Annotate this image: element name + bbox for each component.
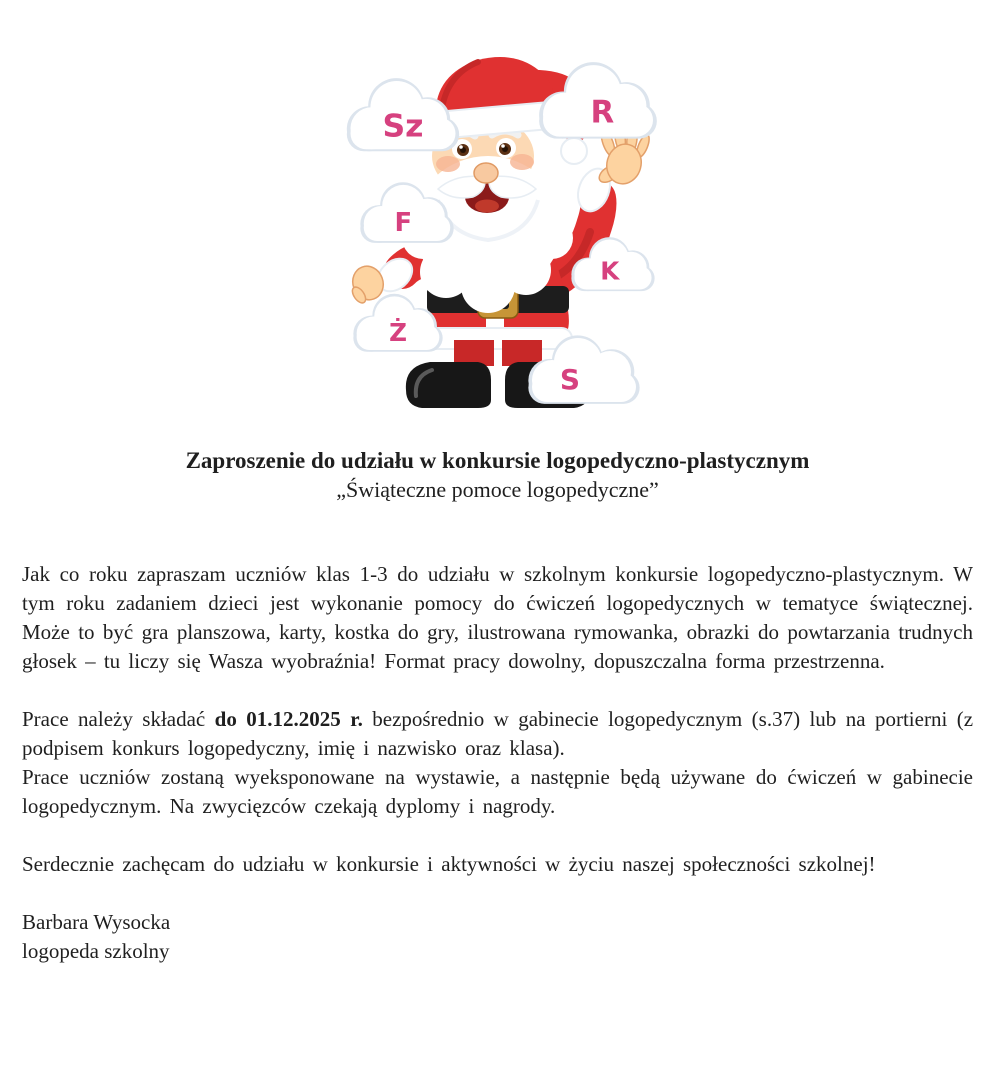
cloud-letter-k: K (599, 256, 619, 286)
submission-text-before: Prace należy składać (22, 707, 215, 731)
cloud-letter-sz: Sz (381, 108, 424, 145)
cloud-letter-z: Ż (388, 318, 407, 348)
signature-block (22, 908, 973, 966)
submission-deadline: do 01.12.2025 r. (214, 707, 363, 731)
santa-illustration (328, 50, 668, 430)
page-title: Zaproszenie do udziału w konkursie logopedyczno-plastycznym (185, 448, 810, 473)
submission-text-after: bezpośrednio w gabinecie logopedycznym (s.37) lub na portierni (z podpisem konkurs logopedyczny, imię i nazwisko oraz klasa). (22, 707, 974, 760)
illustration-container (22, 0, 973, 430)
paragraph-submission (22, 705, 973, 763)
cloud-letter-s: S (559, 363, 580, 396)
santa-nose (474, 163, 498, 183)
paragraph-closing: Serdecznie zachęcam do udziału w konkursie i aktywności w życiu naszej społeczności szkolnej! (22, 852, 876, 876)
signature-role: logopeda szkolny (22, 939, 170, 963)
signature-name: Barbara Wysocka (22, 910, 171, 934)
page-subtitle: „Świąteczne pomoce logopedyczne” (336, 477, 659, 502)
santa-coat-hem (424, 328, 572, 349)
paragraph-intro: Jak co roku zapraszam uczniów klas 1-3 do udziału w szkolnym konkursie logopedyczno-plastycznym. W tym roku zadaniem dzieci jest wykonanie pomocy do ćwiczeń logopedycznych w tematyce świątecznej. Może to być gra planszowa, karty, kostka do gry, ilustrowana rymowanka, obrazki do powtarzania trudnych głosek – tu liczy się Wasza wyobraźnia! Format pracy dowolny, dopuszczalna forma przestrzenna. (22, 562, 973, 673)
cloud-letter-r: R (590, 94, 614, 131)
cloud-letter-f: F (394, 207, 412, 238)
paragraph-exhibition: Prace uczniów zostaną wyeksponowane na wystawie, a następnie będą używane do ćwiczeń w gabinecie logopedycznym. Na zwycięzców czekają dyplomy i nagrody. (22, 765, 973, 818)
